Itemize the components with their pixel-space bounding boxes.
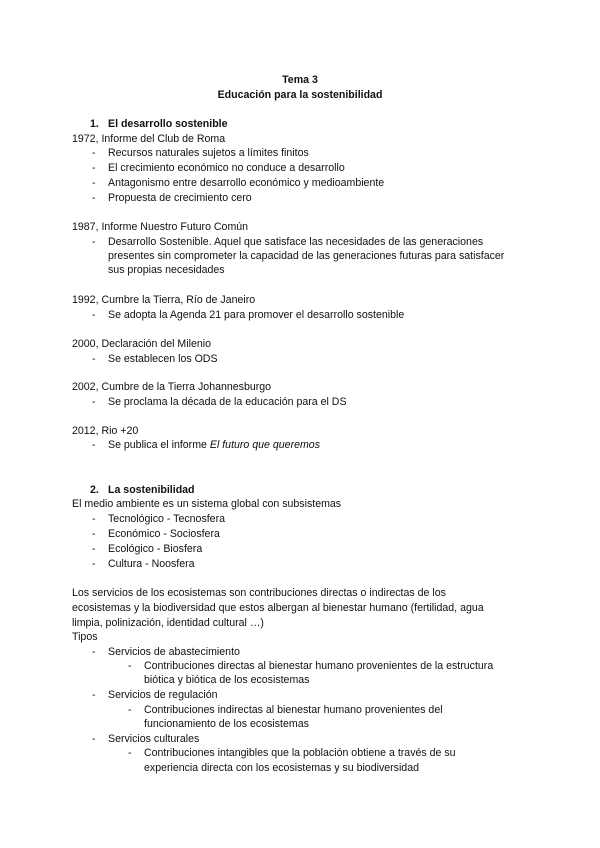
tipo-name: Servicios culturales [108, 733, 200, 745]
definition-line: sus propias necesidades [108, 264, 225, 276]
section1-heading: El desarrollo sostenible [108, 118, 228, 130]
futuro-comun-label: 1987, Informe Nuestro Futuro Común [72, 221, 249, 233]
tipo-name: Servicios de regulación [108, 689, 218, 701]
bullet-dash: - [92, 396, 96, 408]
club-roma-label: 1972, Informe del Club de Roma [72, 133, 226, 145]
milenio-label: 2000, Declaración del Milenio [72, 338, 211, 350]
list-item: Ecológico - Biosfera [108, 543, 203, 555]
tipo-name: Servicios de abastecimiento [108, 646, 240, 658]
rio20-label: 2012, Rio +20 [72, 425, 139, 437]
tipo-desc: biótica y biótica de los ecosistemas [144, 674, 310, 686]
document-subtitle: Educación para la sostenibilidad [217, 89, 383, 101]
section1-number: 1. [90, 118, 99, 130]
section2-heading: La sostenibilidad [108, 484, 195, 496]
definition-line: Desarrollo Sostenible. Aquel que satisface las necesidades de las generaciones [108, 236, 484, 248]
bullet-dash: - [92, 513, 96, 525]
bullet-dash: - [92, 353, 96, 365]
section2-intro: El medio ambiente es un sistema global con subsistemas [72, 498, 342, 510]
rio-label: 1992, Cumbre la Tierra, Río de Janeiro [72, 294, 256, 306]
sub-bullet-dash: - [128, 704, 132, 716]
bullet-dash: - [92, 733, 96, 745]
bullet-dash: - [92, 162, 96, 174]
bullet-dash: - [92, 543, 96, 555]
tipo-desc: Contribuciones directas al bienestar humano provenientes de la estructura [144, 660, 494, 672]
tipos-label: Tipos [72, 631, 98, 643]
bullet-dash: - [92, 192, 96, 204]
rio20-item-prefix: Se publica el informe [108, 439, 210, 451]
bullet-dash: - [92, 646, 96, 658]
report-title: El futuro que queremos [209, 439, 320, 451]
list-item: Recursos naturales sujetos a límites finitos [108, 147, 309, 159]
paragraph-line: limpia, polinización, identidad cultural …) [72, 617, 264, 629]
list-item: Tecnológico - Tecnosfera [108, 513, 225, 525]
list-item: Económico - Sociosfera [108, 528, 220, 540]
tipo-desc: funcionamiento de los ecosistemas [144, 718, 309, 730]
sub-bullet-dash: - [128, 660, 132, 672]
list-item: Cultura - Noosfera [108, 558, 195, 570]
bullet-dash: - [92, 177, 96, 189]
paragraph-line: Los servicios de los ecosistemas son contribuciones directas o indirectas de los [72, 587, 446, 599]
tipo-desc: experiencia directa con los ecosistemas y su biodiversidad [144, 762, 419, 774]
tipo-desc: Contribuciones indirectas al bienestar humano provenientes del [144, 704, 443, 716]
johannesburgo-label: 2002, Cumbre de la Tierra Johannesburgo [72, 381, 272, 393]
bullet-dash: - [92, 147, 96, 159]
bullet-dash: - [92, 558, 96, 570]
list-item: Antagonismo entre desarrollo económico y medioambiente [108, 177, 385, 189]
definition-line: presentes sin comprometer la capacidad de las generaciones futuras para satisfacer [108, 250, 505, 262]
bullet-dash: - [92, 309, 96, 321]
list-item [108, 438, 320, 452]
bullet-dash: - [92, 528, 96, 540]
list-item: Se establecen los ODS [108, 353, 218, 365]
sub-bullet-dash: - [128, 747, 132, 759]
list-item: Se adopta la Agenda 21 para promover el desarrollo sostenible [108, 309, 405, 321]
bullet-dash: - [92, 439, 96, 451]
bullet-dash: - [92, 689, 96, 701]
list-item: Se proclama la década de la educación para el DS [108, 396, 347, 408]
section2-number: 2. [90, 484, 99, 496]
list-item: El crecimiento económico no conduce a desarrollo [108, 162, 345, 174]
paragraph-line: ecosistemas y la biodiversidad que estos albergan al bienestar humano (fertilidad, agua [72, 602, 484, 614]
tipo-desc: Contribuciones intangibles que la población obtiene a través de su [144, 747, 456, 759]
bullet-dash: - [92, 236, 96, 248]
document-title: Tema 3 [282, 74, 318, 86]
list-item: Propuesta de crecimiento cero [108, 192, 252, 204]
